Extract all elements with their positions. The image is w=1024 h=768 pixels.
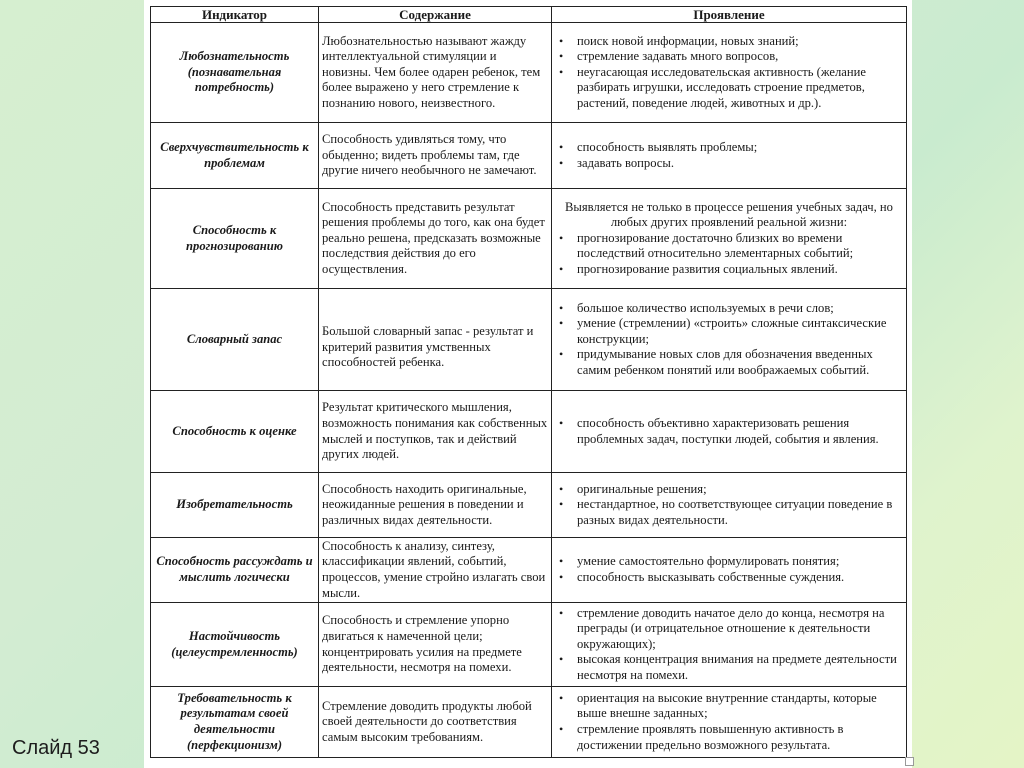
indicator-cell [151,603,319,687]
manifestation-item: • способность высказывать собственные суждения. [577,570,903,586]
manifestation-item: • стремление проявлять повышенную активность в достижении предельно возможного результата. [577,722,903,753]
content-cell [319,538,552,603]
resize-handle[interactable] [905,757,914,766]
indicator-name: Способность к оценке [172,423,297,438]
manifestation-item: • умение самостоятельно формулировать понятия; [577,554,903,570]
manifestation-cell [552,391,907,473]
manifestation-cell [552,473,907,538]
manifestation-item: • высокая концентрация внимания на предмете деятельности несмотря на помехи. [577,652,903,683]
content-cell [319,23,552,123]
header-indicator: Индикатор [151,7,319,23]
header-manifestation: Проявление [552,7,907,23]
content-text: Большой словарный запас - результат и критерий развития умственных способностей ребенка. [322,324,534,370]
header-content: Содержание [319,7,552,23]
content-cell [319,289,552,391]
table-row [151,289,907,391]
manifestation-intro: Выявляется не только в процессе решения учебных задач, но любых других проявлений реальной жизни: [565,199,893,230]
content-text: Способность и стремление упорно двигаться к намеченной цели; концентрировать усилия на предмете деятельности, несмотря на помехи. [322,613,522,675]
manifestation-list [555,301,903,379]
manifestation-cell [552,189,907,289]
content-cell [319,189,552,289]
manifestation-item: • неугасающая исследовательская активность (желание разбирать игрушки, исследовать строение предметов, растений, поведение людей, животных и др.). [577,65,903,112]
table-body [151,23,907,758]
indicator-cell [151,473,319,538]
table-row [151,23,907,123]
manifestation-item: • стремление задавать много вопросов, [577,49,903,65]
table-row [151,538,907,603]
manifestation-item: • большое количество используемых в речи слов; [577,301,903,317]
indicator-cell [151,289,319,391]
content-text: Способность представить результат решения проблемы до того, как она будет реально решена, предсказать возможные последствия действия до его осуществления. [322,199,545,276]
manifestation-cell [552,289,907,391]
indicator-name: Настойчивость [188,628,281,643]
manifestation-list [555,416,903,447]
manifestation-item: • способность выявлять проблемы; [577,140,903,156]
table-row [151,391,907,473]
manifestation-item: • умение (стремлении) «строить» сложные синтаксические конструкции; [577,316,903,347]
manifestation-item: • задавать вопросы. [577,156,903,172]
manifestation-cell [552,687,907,758]
content-text: Способность удивляться тому, что обыденно; видеть проблемы там, где другие ничего необычного не замечают. [322,132,537,178]
table-row [151,473,907,538]
manifestation-cell [552,23,907,123]
indicator-cell [151,391,319,473]
content-cell [319,687,552,758]
manifestation-item: • поиск новой информации, новых знаний; [577,34,903,50]
table-row [151,603,907,687]
manifestation-item: • способность объективно характеризовать решения проблемных задач, поступки людей, события и явления. [577,416,903,447]
indicator-cell [151,687,319,758]
manifestation-item: • нестандартное, но соответствующее ситуации поведение в разных видах деятельности. [577,497,903,528]
manifestation-item: • придумывание новых слов для обозначения введенных самим ребенком понятий или воображаемых событий. [577,347,903,378]
table-row [151,687,907,758]
content-text: Стремление доводить продукты любой своей деятельности до соответствия самым высоким требованиям. [322,698,532,744]
content-cell [319,123,552,189]
manifestation-cell [552,538,907,603]
indicator-cell [151,123,319,189]
manifestation-list [555,482,903,529]
manifestation-item: • прогнозирование достаточно близких во времени последствий относительно элементарных событий; [577,231,903,262]
content-text: Способность к анализу, синтезу, классификации явлений, событий, процессов, умение стройно излагать свои мысли. [322,538,546,600]
indicator-subtitle: (перфекционизм) [186,737,283,752]
table-row [151,189,907,289]
manifestation-item: • прогнозирование развития социальных явлений. [577,262,903,278]
indicator-name: Словарный запас [186,331,283,346]
content-cell [319,391,552,473]
manifestation-list [555,691,903,753]
manifestation-list [555,554,903,585]
indicator-name: Изобретательность [176,497,293,512]
indicator-cell [151,189,319,289]
manifestation-item: • ориентация на высокие внутренние стандарты, которые выше внешне заданных; [577,691,903,722]
table-row [151,123,907,189]
indicator-name: Сверхчувствительность к проблемам [160,139,309,170]
manifestation-list [555,34,903,112]
indicator-subtitle: (познавательная потребность) [187,64,282,95]
indicator-cell [151,23,319,123]
indicator-cell [151,538,319,603]
content-text: Способность находить оригинальные, неожиданные решения в поведении и различных видах деятельности. [322,481,527,527]
indicator-name: Способность рассуждать и мыслить логически [156,554,313,584]
indicator-subtitle: (целеустремленность) [171,644,298,659]
indicators-table [150,6,907,758]
content-text: Результат критического мышления, возможность понимания как собственных мыслей и поступков, так и действий других людей. [322,400,548,462]
slide-number: Слайд 53 [12,737,100,759]
indicator-name: Требовательность к результатам своей деятельности [177,690,292,736]
manifestation-list [555,606,903,684]
table-header-row [151,7,907,23]
manifestation-cell [552,123,907,189]
content-cell [319,473,552,538]
content-cell [319,603,552,687]
indicator-name: Способность к прогнозированию [186,222,283,253]
manifestation-list [555,231,903,278]
manifestation-list [555,140,903,171]
manifestation-cell [552,603,907,687]
indicator-name: Любознательность [179,49,290,64]
content-text: Любознательностью называют жажду интеллектуальной стимуляции и новизны. Чем более одарен ребенок, тем более выражено у него стремление к познанию нового, неизвестного. [322,33,541,110]
manifestation-item: • стремление доводить начатое дело до конца, несмотря на преграды (и отрицательное отношение к деятельности окружающих); [577,606,903,653]
manifestation-item: • оригинальные решения; [577,482,903,498]
